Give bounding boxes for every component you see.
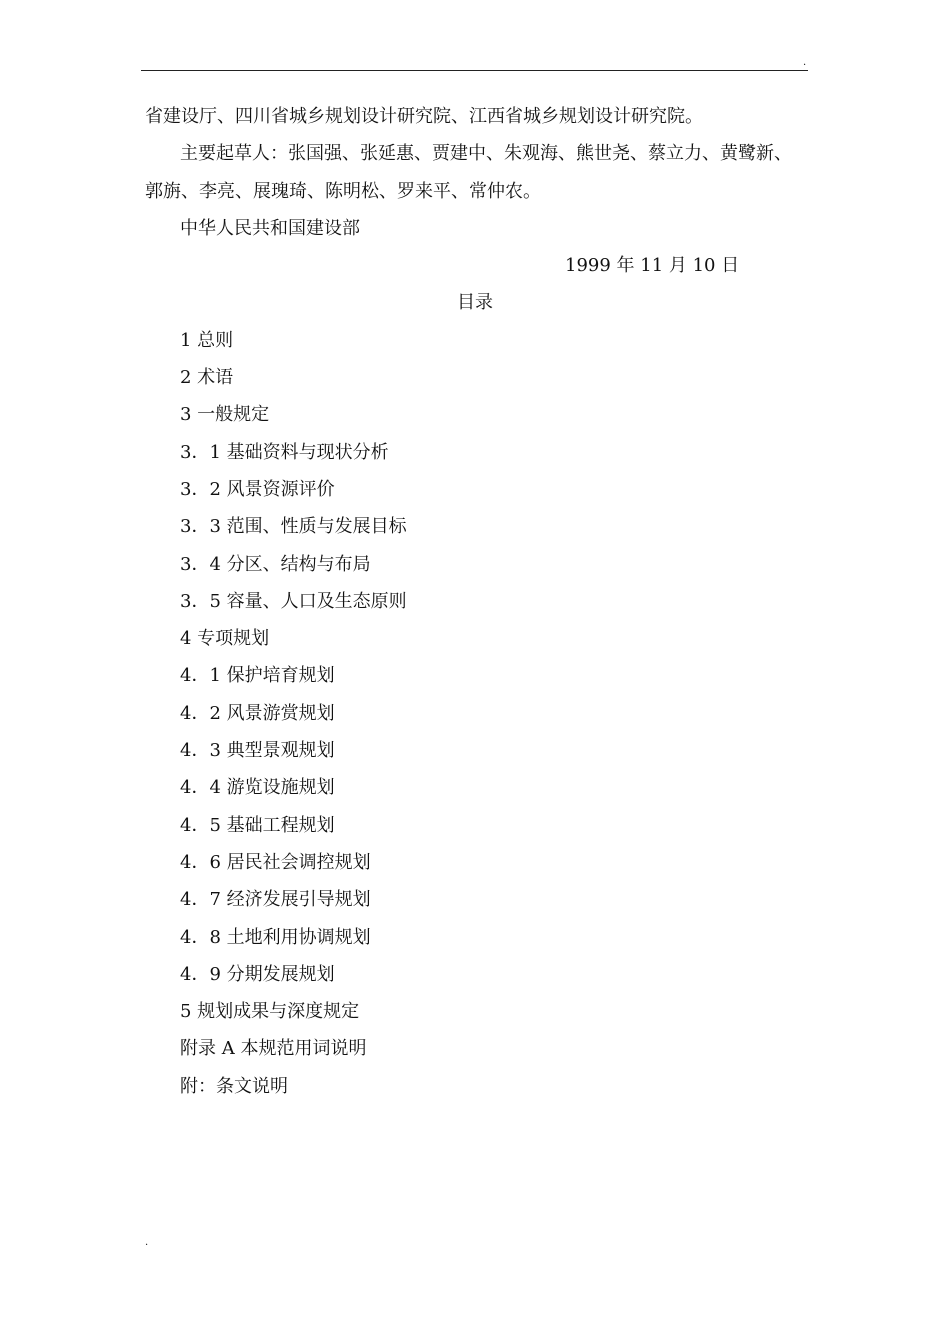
toc-item: 4．7 经济发展引导规划 xyxy=(180,889,371,911)
toc-item: 附录 A 本规范用词说明 xyxy=(180,1038,367,1060)
toc-item: 4 专项规划 xyxy=(180,628,270,650)
toc-item: 4．2 风景游赏规划 xyxy=(180,702,335,724)
toc-item: 3．5 容量、人口及生态原则 xyxy=(180,590,407,612)
toc-item: 4．4 游览设施规划 xyxy=(180,777,335,799)
toc-item: 3．3 范围、性质与发展目标 xyxy=(180,516,407,538)
toc-item: 3．1 基础资料与现状分析 xyxy=(180,441,389,463)
page-content xyxy=(145,98,830,1105)
toc-title: 目录 xyxy=(457,292,493,314)
footer-mark: . xyxy=(145,1237,149,1248)
issuer: 中华人民共和国建设部 xyxy=(180,217,360,239)
toc-item: 4．3 典型景观规划 xyxy=(180,740,335,762)
toc-item: 3．2 风景资源评价 xyxy=(180,478,335,500)
toc-item: 2 术语 xyxy=(180,367,234,389)
drafters-line-continued: 郭旃、李亮、展瑰琦、陈明松、罗来平、常仲农。 xyxy=(145,180,541,202)
header-rule xyxy=(141,70,808,71)
toc-item: 4．1 保护培育规划 xyxy=(180,665,335,687)
toc-item: 1 总则 xyxy=(180,329,234,351)
issue-date: 1999 年 11 月 10 日 xyxy=(565,255,740,277)
toc-item: 附：条文说明 xyxy=(180,1075,288,1097)
toc-item: 4．9 分期发展规划 xyxy=(180,963,335,985)
body-line: 省建设厅、四川省城乡规划设计研究院、江西省城乡规划设计研究院。 xyxy=(145,106,703,127)
toc-item: 3．4 分区、结构与布局 xyxy=(180,553,371,575)
toc-item: 4．6 居民社会调控规划 xyxy=(180,851,371,873)
toc-item: 4．5 基础工程规划 xyxy=(180,814,335,836)
toc-item: 3 一般规定 xyxy=(180,404,270,426)
drafters-line: 主要起草人：张国强、张延惠、贾建中、朱观海、熊世尧、蔡立力、黄鹭新、 xyxy=(180,143,792,165)
toc-item: 5 规划成果与深度规定 xyxy=(180,1001,360,1023)
header-mark: . xyxy=(803,57,807,68)
toc-item: 4．8 土地利用协调规划 xyxy=(180,926,371,948)
